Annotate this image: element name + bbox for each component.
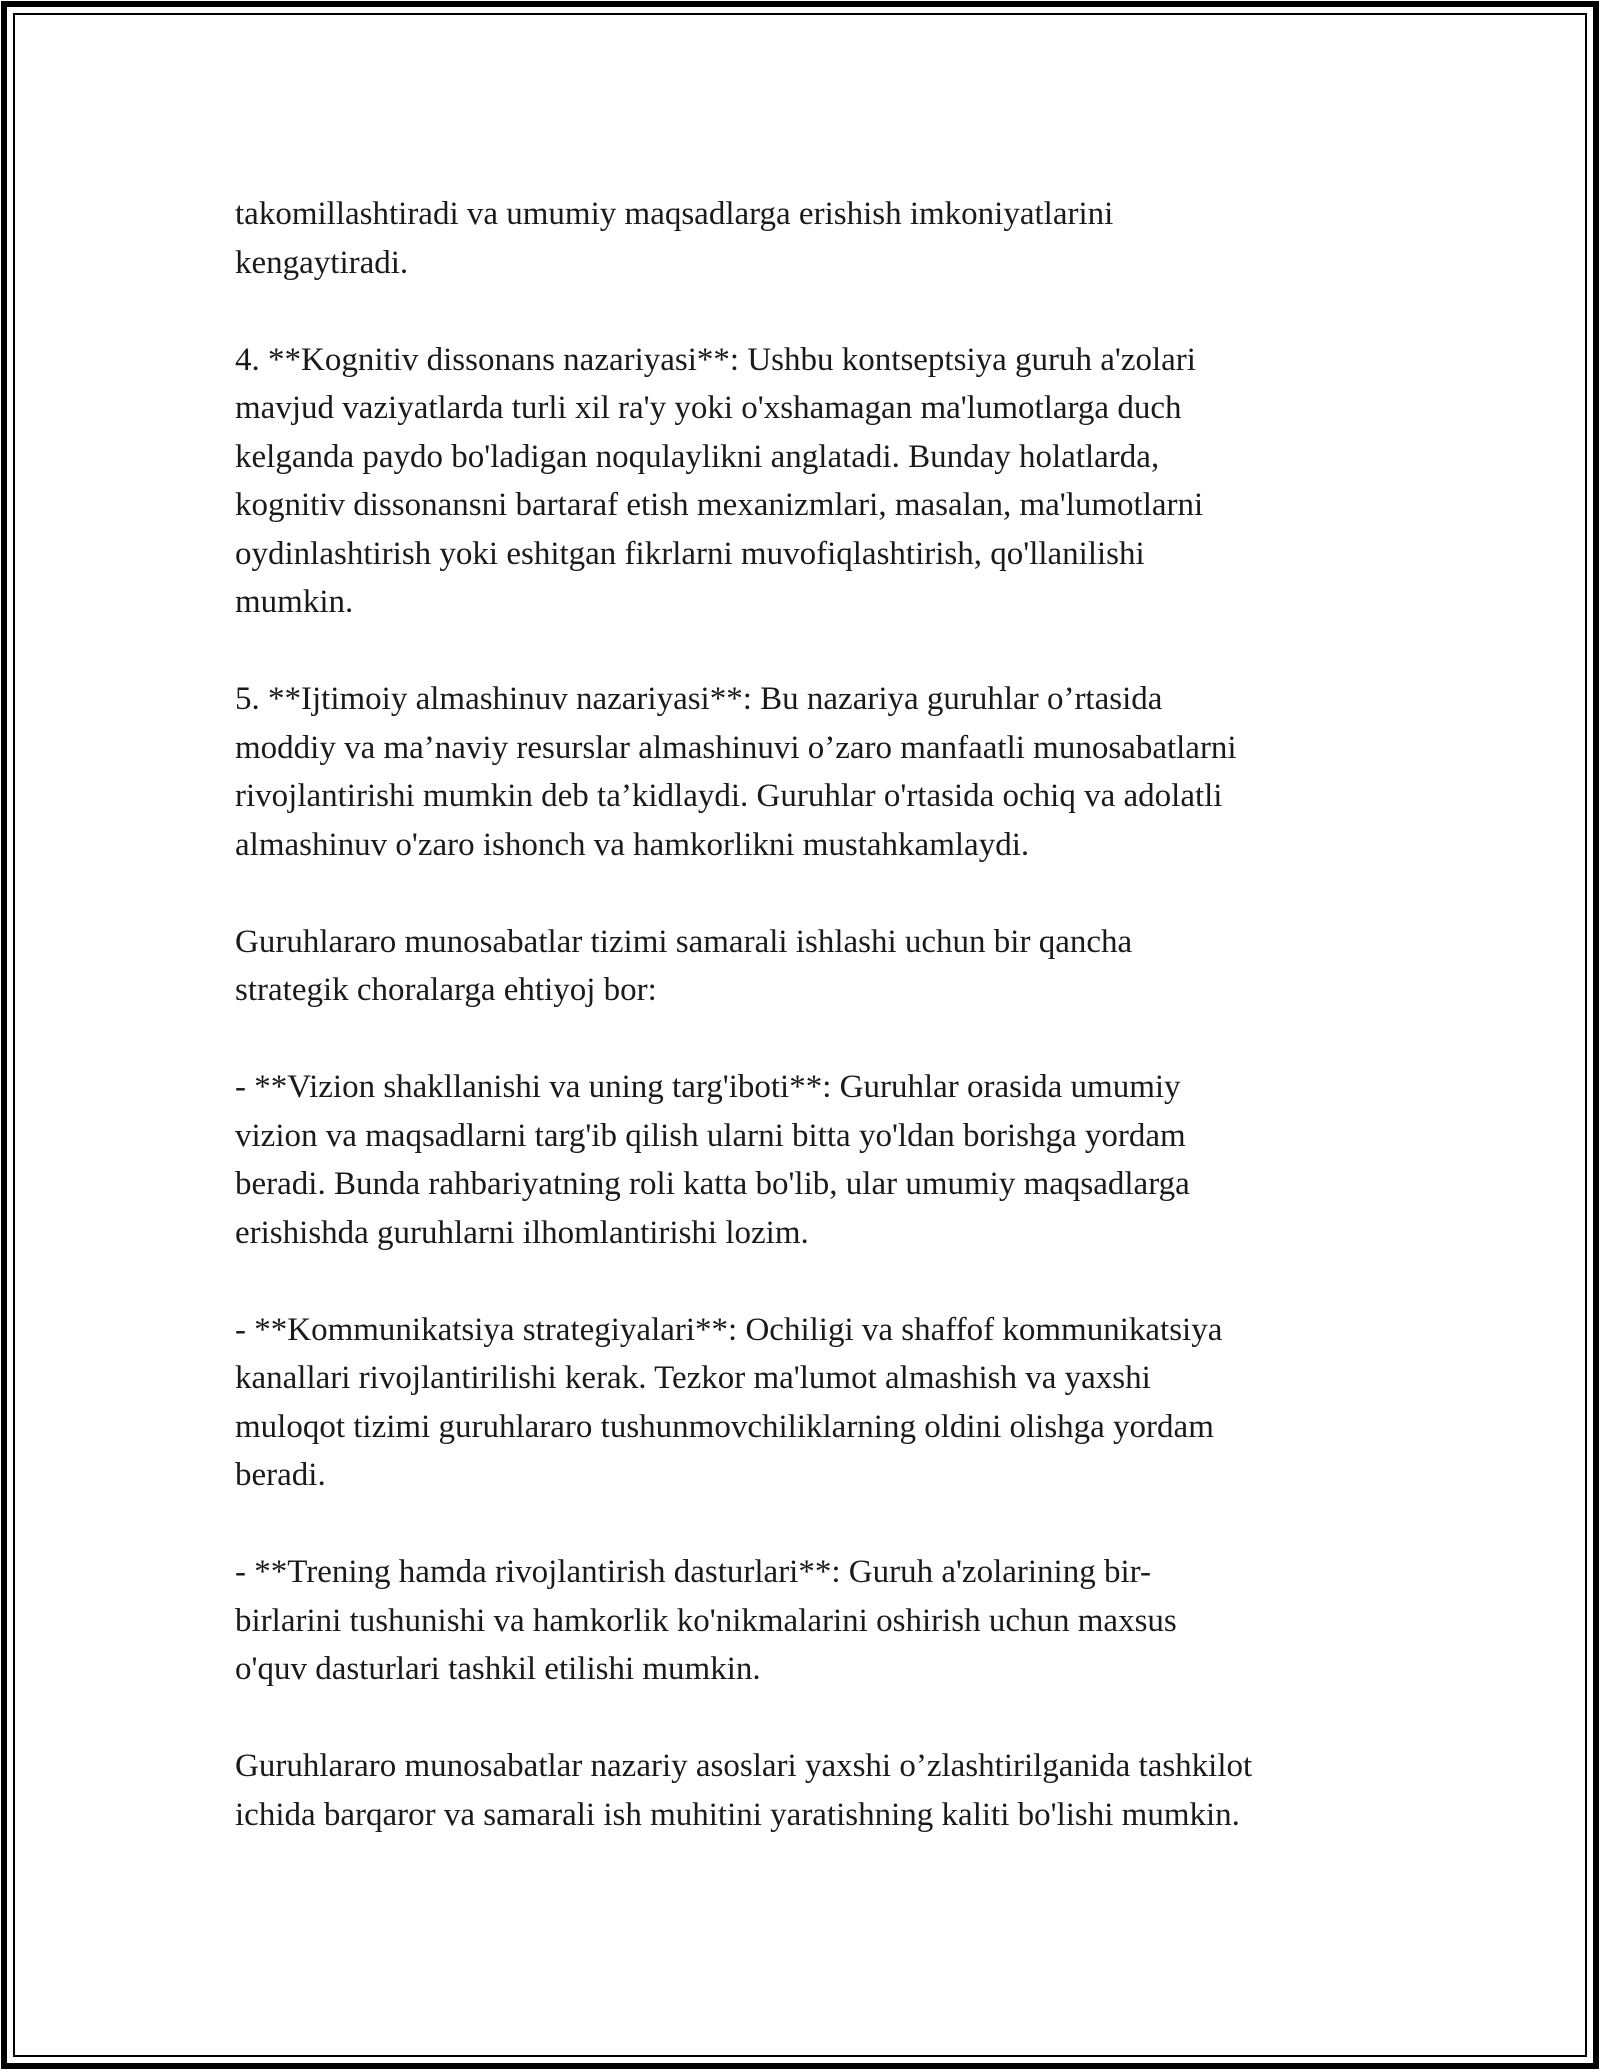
text-line: kognitiv dissonansni bartaraf etish mexanizmlari, masalan, ma'lumotlarni xyxy=(235,487,1204,523)
text-line: Guruhlararo munosabatlar nazariy asoslari yaxshi o’zlashtirilganida tashkilot xyxy=(235,1748,1253,1784)
document-body xyxy=(235,190,1375,1888)
text-line: 4. **Kognitiv dissonans nazariyasi**: Ushbu kontseptsiya guruh a'zolari xyxy=(235,341,1196,378)
paragraph xyxy=(235,1742,1375,1839)
text-line: - **Kommunikatsiya strategiyalari**: Ochiligi va shaffof kommunikatsiya xyxy=(235,1311,1223,1348)
text-line: vizion va maqsadlarni targ'ib qilish ularni bitta yo'ldan borishga yordam xyxy=(235,1117,1186,1154)
text-line: Guruhlararo munosabatlar tizimi samarali ishlashi uchun bir qancha xyxy=(235,923,1133,960)
paragraph xyxy=(235,1063,1375,1257)
text-line: muloqot tizimi guruhlararo tushunmovchiliklarning oldini olishga yordam xyxy=(235,1408,1214,1445)
text-line: - **Trening hamda rivojlantirish dasturlari**: Guruh a'zolarining bir- xyxy=(235,1554,1151,1590)
paragraph xyxy=(235,918,1375,1015)
text-line: moddiy va ma’naviy resurslar almashinuvi o’zaro manfaatli munosabatlarni xyxy=(235,729,1237,766)
text-line: almashinuv o'zaro ishonch va hamkorlikni mustahkamlaydi. xyxy=(235,826,1030,863)
text-line: beradi. Bunda rahbariyatning roli katta bo'lib, ular umumiy maqsadlarga xyxy=(235,1166,1190,1202)
text-line: kanallari rivojlantirilishi kerak. Tezkor ma'lumot almashish va yaxshi xyxy=(235,1360,1151,1396)
text-line: o'quv dasturlari tashkil etilishi mumkin. xyxy=(235,1651,761,1687)
text-line: mavjud vaziyatlarda turli xil ra'y yoki o'xshamagan ma'lumotlarga duch xyxy=(235,390,1182,426)
text-line: strategik choralarga ehtiyoj bor: xyxy=(235,972,657,1008)
paragraph xyxy=(235,1548,1375,1694)
text-line: takomillashtiradi va umumiy maqsadlarga erishish imkoniyatlarini xyxy=(235,196,1114,232)
paragraph xyxy=(235,1306,1375,1500)
text-line: 5. **Ijtimoiy almashinuv nazariyasi**: Bu nazariya guruhlar o’rtasida xyxy=(235,681,1163,717)
text-line: birlarini tushunishi va hamkorlik ko'nikmalarini oshirish uchun maxsus xyxy=(235,1602,1177,1639)
paragraph xyxy=(235,675,1375,869)
text-line: beradi. xyxy=(235,1457,326,1493)
text-line: mumkin. xyxy=(235,584,354,620)
text-line: kelganda paydo bo'ladigan noqulaylikni anglatadi. Bunday holatlarda, xyxy=(235,438,1160,475)
paragraph xyxy=(235,336,1375,627)
text-line: - **Vizion shakllanishi va uning targ'iboti**: Guruhlar orasida umumiy xyxy=(235,1069,1181,1105)
paragraph xyxy=(235,190,1375,287)
text-line: ichida barqaror va samarali ish muhitini yaratishning kaliti bo'lishi mumkin. xyxy=(235,1796,1240,1833)
text-line: kengaytiradi. xyxy=(235,244,409,281)
text-line: rivojlantirishi mumkin deb ta’kidlaydi. Guruhlar o'rtasida ochiq va adolatli xyxy=(235,778,1223,814)
text-line: erishishda guruhlarni ilhomlantirishi lozim. xyxy=(235,1214,809,1251)
text-line: oydinlashtirish yoki eshitgan fikrlarni muvofiqlashtirish, qo'llanilishi xyxy=(235,535,1145,572)
